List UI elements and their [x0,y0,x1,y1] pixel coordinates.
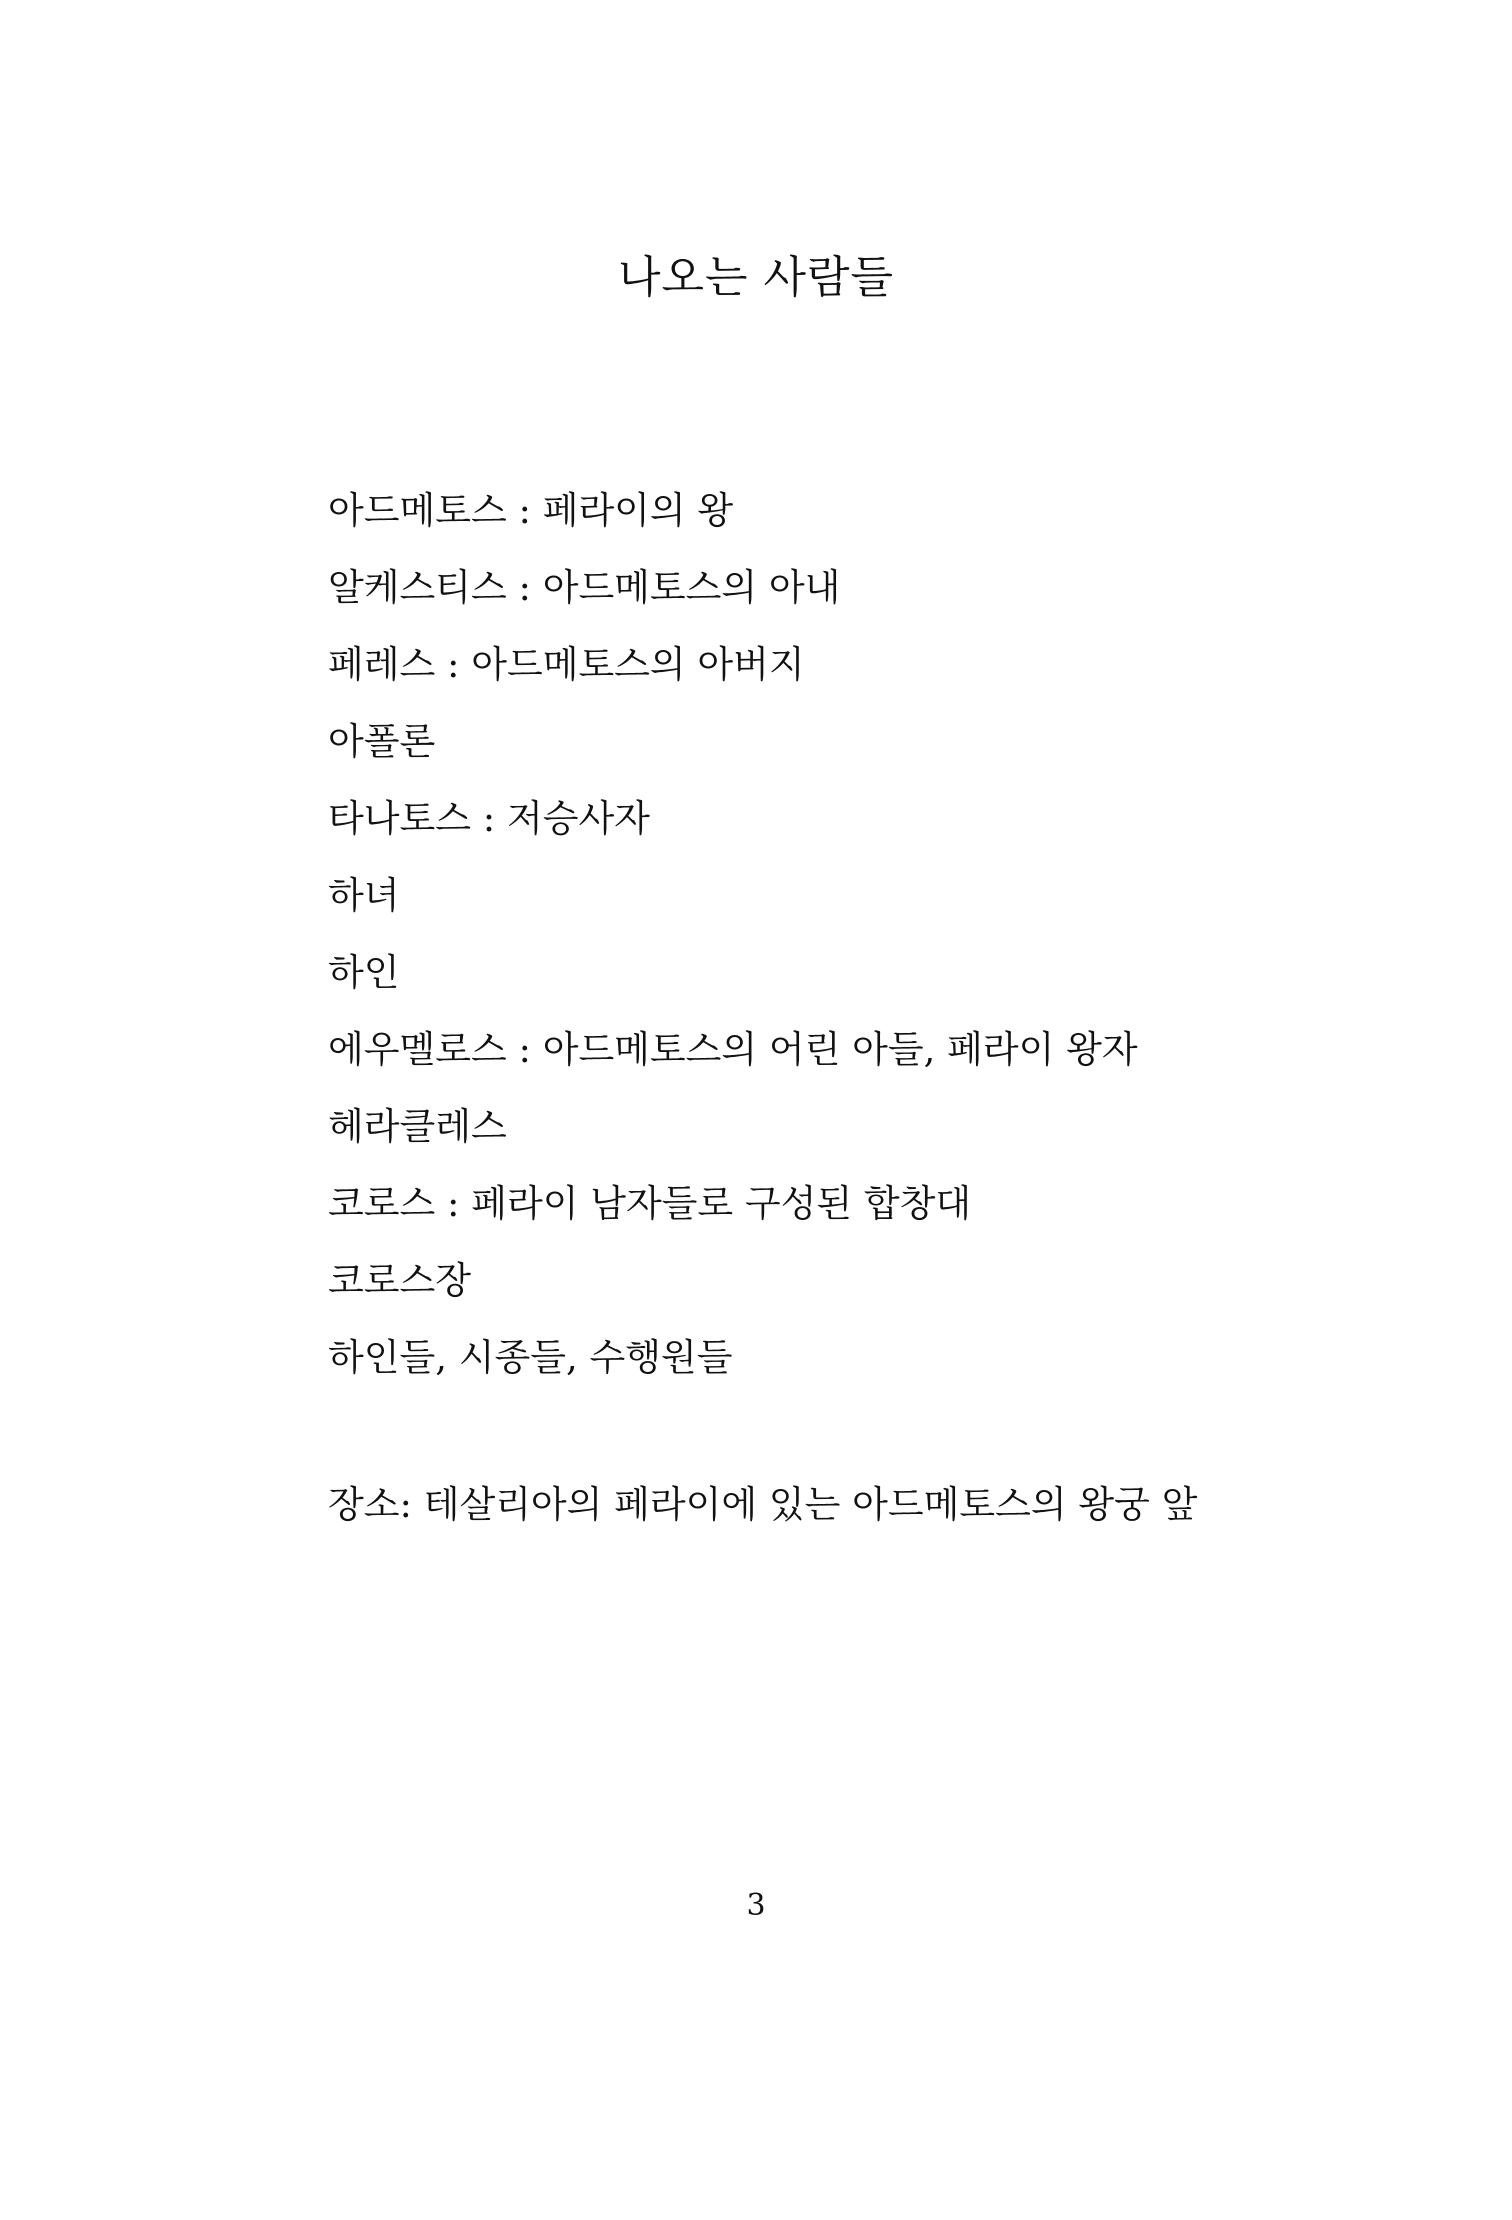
cast-item: 코로스 : 페라이 남자들로 구성된 합창대 [328,1182,972,1225]
cast-item: 헤라클레스 [328,1105,507,1148]
cast-item: 알케스티스 : 아드메토스의 아내 [328,566,841,609]
cast-list [328,472,1428,1396]
cast-item: 하녀 [328,874,400,917]
setting-line: 장소: 테살리아의 페라이에 있는 아드메토스의 왕궁 앞 [328,1483,1198,1526]
cast-item: 페레스 : 아드메토스의 아버지 [328,643,805,686]
cast-item: 에우멜로스 : 아드메토스의 어린 아들, 페라이 왕자 [328,1028,1138,1071]
cast-item: 타나토스 : 저승사자 [328,797,650,840]
cast-item: 하인 [328,951,400,994]
page-title: 나오는 사람들 [617,252,894,303]
cast-item: 아드메토스 : 페라이의 왕 [328,489,734,532]
page-number: 3 [746,1888,766,1923]
cast-item: 아폴론 [328,720,436,763]
cast-item: 하인들, 시종들, 수행원들 [328,1336,733,1379]
cast-item: 코로스장 [328,1259,471,1302]
